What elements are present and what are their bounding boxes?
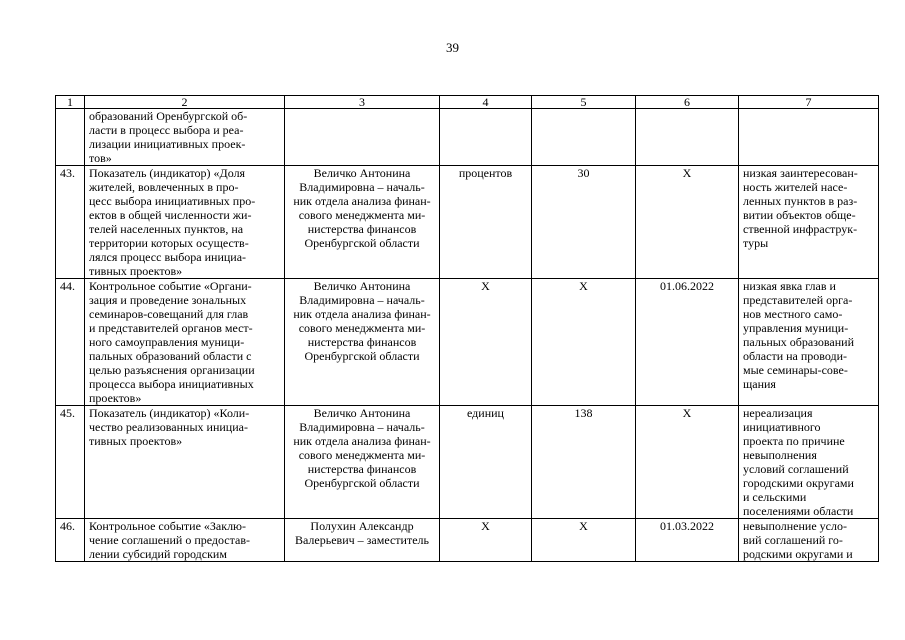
value-cell: [532, 166, 636, 279]
responsible-line: Владимировна – началь-: [299, 180, 425, 194]
indicator-name-line: территории которых осуществ-: [89, 236, 249, 250]
target-value: Х: [579, 519, 588, 533]
risk-line: мые семинары-сове-: [743, 363, 848, 377]
responsible-cell: [285, 519, 440, 562]
deadline-value: Х: [682, 166, 692, 180]
table-row: [56, 519, 879, 562]
responsible-line: ник отдела анализа финан-: [293, 307, 431, 321]
table-row: [56, 109, 879, 166]
table-row: [56, 166, 879, 279]
target-value: 30: [577, 166, 590, 180]
risk-line: городскими округами: [743, 476, 854, 490]
date-cell: [636, 406, 739, 519]
responsible-cell: [285, 166, 440, 279]
data-table: [55, 95, 879, 562]
responsible-line: нистерства финансов: [307, 335, 417, 349]
responsible-line: Величко Антонина: [313, 279, 411, 293]
unit-value: единиц: [467, 406, 504, 420]
row-number: 44.: [60, 279, 75, 293]
responsible-line: сового менеджмента ми-: [298, 321, 426, 335]
indicator-name-line: тивных проектов»: [89, 264, 183, 278]
risk-line: невыполнения: [743, 448, 817, 462]
responsible-line: Владимировна – началь-: [299, 293, 425, 307]
indicator-name-cell: [85, 109, 285, 166]
risk-line: низкая заинтересован-: [743, 166, 858, 180]
page-number: 39: [446, 40, 459, 55]
value-cell: [532, 519, 636, 562]
indicator-name-line: лялся процесс выбора инициа-: [89, 250, 247, 264]
deadline-value: 01.06.2022: [660, 279, 714, 293]
risk-line: ность жителей насе-: [743, 180, 848, 194]
column-header: 2: [85, 96, 285, 109]
column-header: 5: [532, 96, 636, 109]
row-number-cell: [56, 279, 85, 406]
indicator-name-line: ного самоуправления муници-: [89, 335, 245, 349]
row-number-cell: [56, 519, 85, 562]
indicator-name-line: образований Оренбургской об-: [89, 109, 248, 123]
responsible-line: Оренбургской области: [304, 349, 420, 363]
column-header: 7: [739, 96, 879, 109]
indicator-name-line: лизации инициативных проек-: [89, 137, 246, 151]
risk-line: нов местного само-: [743, 307, 843, 321]
indicator-name-line: телей населенных пунктов, на: [89, 222, 244, 236]
column-header: 1: [56, 96, 85, 109]
risk-cell: [739, 166, 879, 279]
risk-line: представителей орга-: [743, 293, 853, 307]
responsible-line: Величко Антонина: [313, 406, 411, 420]
table-row: [56, 279, 879, 406]
row-number-cell: [56, 109, 85, 166]
value-cell: [532, 279, 636, 406]
indicator-name-line: лении субсидий городским: [89, 547, 227, 561]
indicator-name-line: Показатель (индикатор) «Коли-: [89, 406, 250, 420]
responsible-line: нистерства финансов: [307, 462, 417, 476]
responsible-line: ник отдела анализа финан-: [293, 434, 431, 448]
responsible-line: Полухин Александр: [310, 519, 414, 533]
unit-cell: [440, 519, 532, 562]
indicator-name-cell: [85, 279, 285, 406]
responsible-cell: [285, 279, 440, 406]
risk-line: инициативного: [743, 420, 821, 434]
risk-line: низкая явка глав и: [743, 279, 836, 293]
unit-cell: [440, 279, 532, 406]
target-value: 138: [574, 406, 593, 420]
responsible-cell: [285, 109, 440, 166]
column-header: 3: [285, 96, 440, 109]
indicator-name-line: целью разъяснения организации: [89, 363, 255, 377]
indicator-name-line: ласти в процесс выбора и реа-: [89, 123, 244, 137]
value-cell: [532, 406, 636, 519]
indicator-name-line: семинаров-совещаний для глав: [89, 307, 249, 321]
risk-line: условий соглашений: [743, 462, 849, 476]
indicator-name-line: зация и проведение зональных: [89, 293, 247, 307]
responsible-line: Валерьевич – заместитель: [295, 533, 429, 547]
indicator-name-line: и представителей органов мест-: [89, 321, 253, 335]
indicator-name-cell: [85, 406, 285, 519]
unit-value: Х: [481, 279, 490, 293]
row-number: 46.: [60, 519, 75, 533]
risk-line: области на проводи-: [743, 349, 848, 363]
indicator-name-cell: [85, 166, 285, 279]
row-number-cell: [56, 406, 85, 519]
date-cell: [636, 109, 739, 166]
indicator-name-cell: [85, 519, 285, 562]
indicator-name-line: пальных образований области с: [89, 349, 252, 363]
indicator-name-line: жителей, вовлеченных в про-: [89, 180, 239, 194]
target-value: Х: [579, 279, 588, 293]
responsible-line: ник отдела анализа финан-: [293, 194, 431, 208]
indicator-name-line: Показатель (индикатор) «Доля: [89, 166, 246, 180]
indicator-name-line: Контрольное событие «Органи-: [89, 279, 252, 293]
risk-line: управления муници-: [743, 321, 849, 335]
unit-cell: [440, 166, 532, 279]
responsible-cell: [285, 406, 440, 519]
deadline-value: 01.03.2022: [660, 519, 714, 533]
risk-line: щания: [743, 377, 776, 391]
risk-cell: [739, 406, 879, 519]
risk-cell: [739, 279, 879, 406]
unit-value: Х: [481, 519, 490, 533]
header-row: [56, 96, 879, 109]
unit-value: процентов: [458, 166, 513, 180]
indicator-name-line: цесс выбора инициативных про-: [89, 194, 256, 208]
row-number: 43.: [60, 166, 75, 180]
date-cell: [636, 519, 739, 562]
responsible-line: нистерства финансов: [307, 222, 417, 236]
responsible-line: сового менеджмента ми-: [298, 208, 426, 222]
risk-line: витии объектов обще-: [743, 208, 856, 222]
risk-line: невыполнение усло-: [743, 519, 847, 533]
risk-line: проекта по причине: [743, 434, 845, 448]
table-row: [56, 406, 879, 519]
responsible-line: Оренбургской области: [304, 476, 420, 490]
value-cell: [532, 109, 636, 166]
responsible-line: сового менеджмента ми-: [298, 448, 426, 462]
indicator-name-line: ектов в общей численности жи-: [89, 208, 252, 222]
responsible-line: Величко Антонина: [313, 166, 411, 180]
deadline-value: Х: [682, 406, 692, 420]
unit-cell: [440, 109, 532, 166]
row-number-cell: [56, 166, 85, 279]
indicator-name-line: Контрольное событие «Заклю-: [89, 519, 247, 533]
date-cell: [636, 279, 739, 406]
risk-line: туры: [743, 236, 769, 250]
risk-cell: [739, 109, 879, 166]
column-header: 4: [440, 96, 532, 109]
risk-line: ственной инфраструк-: [743, 222, 858, 236]
risk-line: вий соглашений го-: [743, 533, 843, 547]
indicator-name-line: тов»: [89, 151, 112, 165]
risk-line: пальных образований: [743, 335, 854, 349]
indicator-name-line: чество реализованных инициа-: [89, 420, 248, 434]
responsible-line: Оренбургской области: [304, 236, 420, 250]
date-cell: [636, 166, 739, 279]
risk-line: ленных пунктов в раз-: [743, 194, 858, 208]
indicator-name-line: тивных проектов»: [89, 434, 183, 448]
row-number: 45.: [60, 406, 75, 420]
risk-line: поселениями области: [743, 504, 854, 518]
indicator-name-line: проектов»: [89, 391, 142, 405]
risk-line: нереализация: [743, 406, 813, 420]
indicator-name-line: чение соглашений о предостав-: [89, 533, 251, 547]
risk-line: и сельскими: [743, 490, 807, 504]
column-header: 6: [636, 96, 739, 109]
risk-cell: [739, 519, 879, 562]
unit-cell: [440, 406, 532, 519]
risk-line: родскими округами и: [743, 547, 853, 561]
responsible-line: Владимировна – началь-: [299, 420, 425, 434]
indicator-name-line: процесса выбора инициативных: [89, 377, 254, 391]
